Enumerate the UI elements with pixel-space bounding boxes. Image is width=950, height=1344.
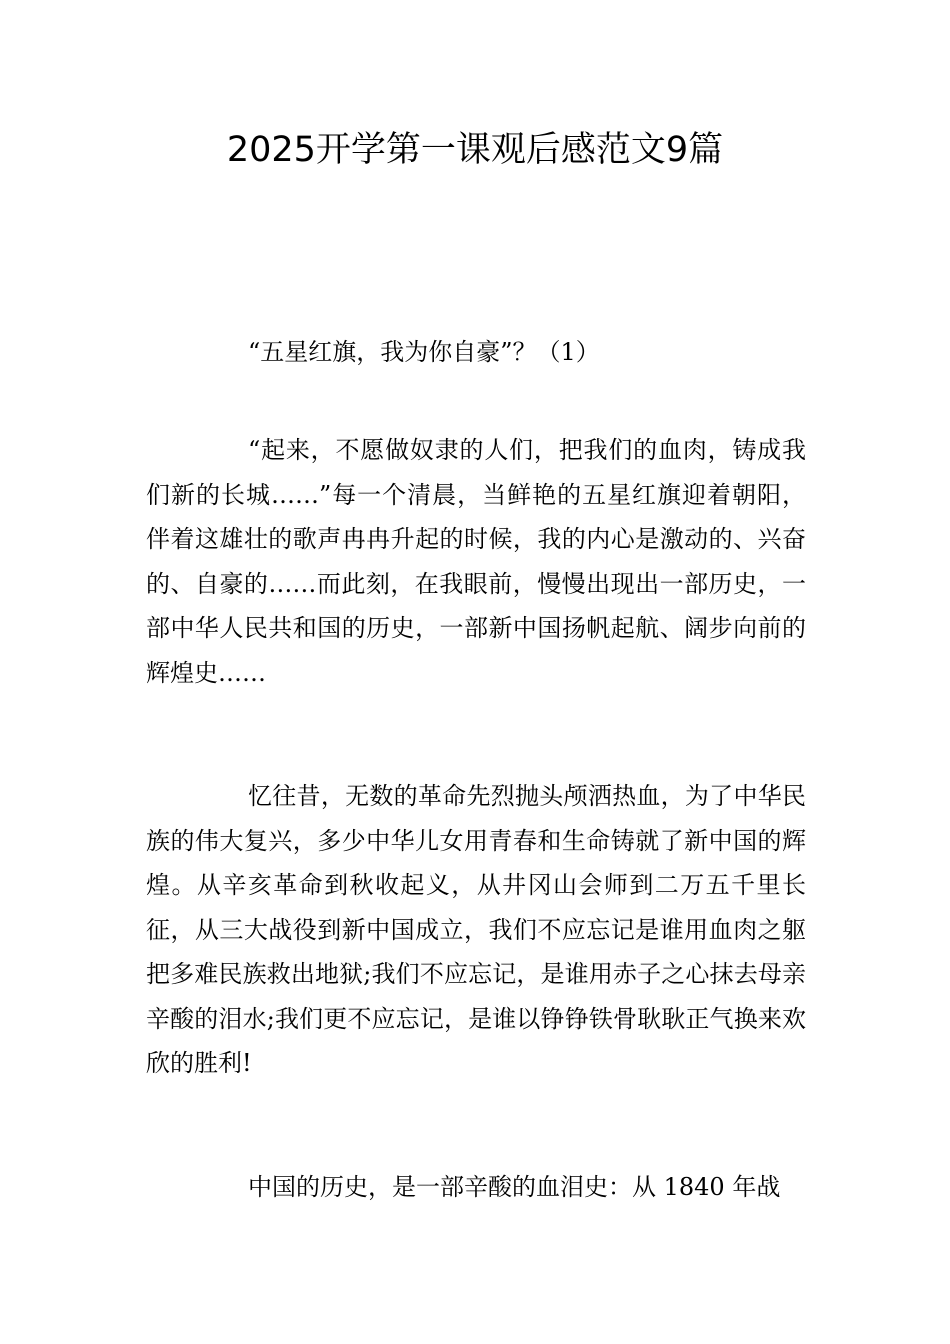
paragraph-3: 中国的历史，是一部辛酸的血泪史：从 1840 年战 (248, 1173, 781, 1201)
paragraph-1: “起来，不愿做奴隶的人们，把我们的血肉，铸成我们新的长城……”每一个清晨，当鲜艳的五星红旗迎着朝阳，伴着这雄壮的歌声冉冉升起的时候，我的内心是激动的、兴奋的、自豪的……而此刻，在我眼前，慢慢出现出一部历史，一部中华人民共和国的历史，一部新中国扬帆起航、阔步向前的辉煌史…… (146, 436, 806, 687)
section-subheading: “五星红旗，我为你自豪”？（1） (248, 338, 600, 366)
paragraph-2: 忆往昔，无数的革命先烈抛头颅洒热血，为了中华民族的伟大复兴，多少中华儿女用青春和生命铸就了新中国的辉煌。从辛亥革命到秋收起义，从井冈山会师到二万五千里长征，从三大战役到新中国成立，我们不应忘记是谁用血肉之躯把多难民族救出地狱;我们不应忘记，是谁用赤子之心抹去母亲辛酸的泪水;我们更不应忘记，是谁以铮铮铁骨耿耿正气换来欢欣的胜利! (146, 782, 806, 1077)
document-title: 2025开学第一课观后感范文9篇 (226, 130, 724, 170)
